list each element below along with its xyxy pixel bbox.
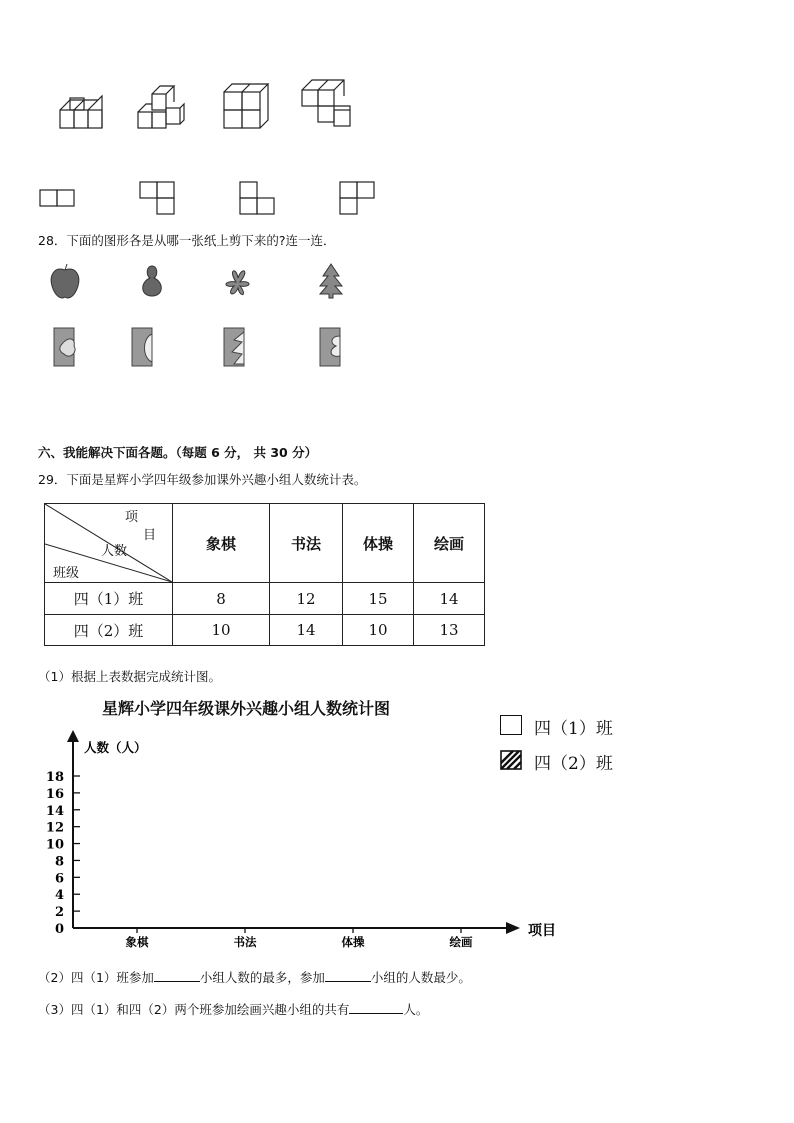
view-figure-1	[40, 190, 74, 206]
col-header-chess: 象棋	[173, 504, 270, 583]
question-29-1: （1）根据上表数据完成统计图。	[38, 669, 221, 684]
view-figures	[38, 180, 378, 216]
col-header-drawing: 绘画	[414, 504, 485, 583]
view-figure-4	[340, 182, 374, 214]
table-cell: 14	[270, 615, 343, 646]
tree-shape	[320, 264, 342, 298]
y-tick-label: 12	[45, 820, 64, 836]
cutout-shapes	[44, 262, 364, 302]
answer-blank-most[interactable]	[154, 969, 200, 982]
x-axis-arrow	[506, 922, 520, 934]
q29-2-part-b: 小组人数的最多，参加	[199, 970, 325, 985]
x-axis-label: 项目	[528, 923, 556, 939]
cube-figure-1	[60, 96, 102, 128]
table-row	[45, 583, 485, 615]
answer-blank-least[interactable]	[325, 969, 371, 982]
legend-label-class1: 四（1）班	[534, 719, 613, 739]
cube-figure-4	[302, 80, 350, 126]
question-28: 28．下面的图形各是从哪一张纸上剪下来的?连一连．	[38, 233, 336, 248]
answer-blank-total[interactable]	[349, 1001, 403, 1014]
table-cell: 10	[343, 615, 414, 646]
flower-shape	[226, 271, 249, 295]
row-label: 四（1）班	[45, 583, 173, 615]
y-axis-label: 人数（人）	[84, 740, 147, 755]
table-cell: 13	[414, 615, 485, 646]
header-class-label: 班级	[53, 566, 80, 581]
y-tick-label: 2	[54, 905, 64, 921]
table-cell: 15	[343, 583, 414, 615]
col-header-calligraphy: 书法	[270, 504, 343, 583]
cube-figure-2	[138, 86, 184, 128]
section-6-title: 六、我能解决下面各题。（每题 6 分， 共 30 分）	[38, 445, 318, 460]
gourd-shape	[143, 266, 162, 296]
table-cell: 10	[173, 615, 270, 646]
table-row	[45, 615, 485, 646]
question-29-3	[38, 1000, 428, 1018]
table-cell: 8	[173, 583, 270, 615]
y-tick-label: 10	[45, 837, 64, 853]
q29-2-part-a: （2）四（1）班参加	[38, 970, 154, 985]
y-tick-label: 16	[45, 786, 64, 802]
stats-table	[44, 503, 485, 646]
cube-figure-3	[224, 84, 268, 128]
header-item-label: 项	[125, 510, 139, 525]
paper-pieces	[48, 326, 358, 368]
y-tick-label: 8	[54, 854, 64, 870]
x-category-label: 象棋	[125, 935, 149, 949]
y-tick-label: 6	[54, 871, 64, 887]
y-tick-label: 0	[54, 922, 64, 937]
table-cell: 14	[414, 583, 485, 615]
question-29-2	[38, 968, 471, 986]
question-29: 29．下面是星辉小学四年级参加课外兴趣小组人数统计表。	[38, 472, 367, 487]
y-tick-label: 4	[54, 888, 64, 904]
y-axis-arrow	[67, 730, 79, 742]
x-category-label: 绘画	[449, 935, 473, 949]
q29-3-part-a: （3）四（1）和四（2）两个班参加绘画兴趣小组的共有	[38, 1002, 350, 1017]
x-category-label: 体操	[341, 935, 365, 949]
q29-3-part-b: 人。	[403, 1002, 429, 1017]
view-figure-3	[240, 182, 274, 214]
bar-chart	[40, 728, 580, 953]
y-tick-label: 14	[45, 803, 64, 819]
view-figure-2	[140, 182, 174, 214]
x-category-label: 书法	[233, 935, 257, 949]
header-item2-label: 目	[143, 528, 157, 543]
y-tick-label: 18	[45, 770, 64, 785]
cube-figures	[50, 76, 370, 136]
q29-2-part-c: 小组的人数最少。	[370, 970, 471, 985]
chart-title: 星辉小学四年级课外兴趣小组人数统计图	[102, 699, 391, 718]
apple-shape	[51, 264, 79, 298]
row-label: 四（2）班	[45, 615, 173, 646]
header-people-label: 人数	[101, 544, 128, 559]
col-header-gymnastics: 体操	[343, 504, 414, 583]
table-cell: 12	[270, 583, 343, 615]
legend-label-class2: 四（2）班	[534, 754, 613, 774]
diagonal-header-cell	[45, 504, 173, 583]
